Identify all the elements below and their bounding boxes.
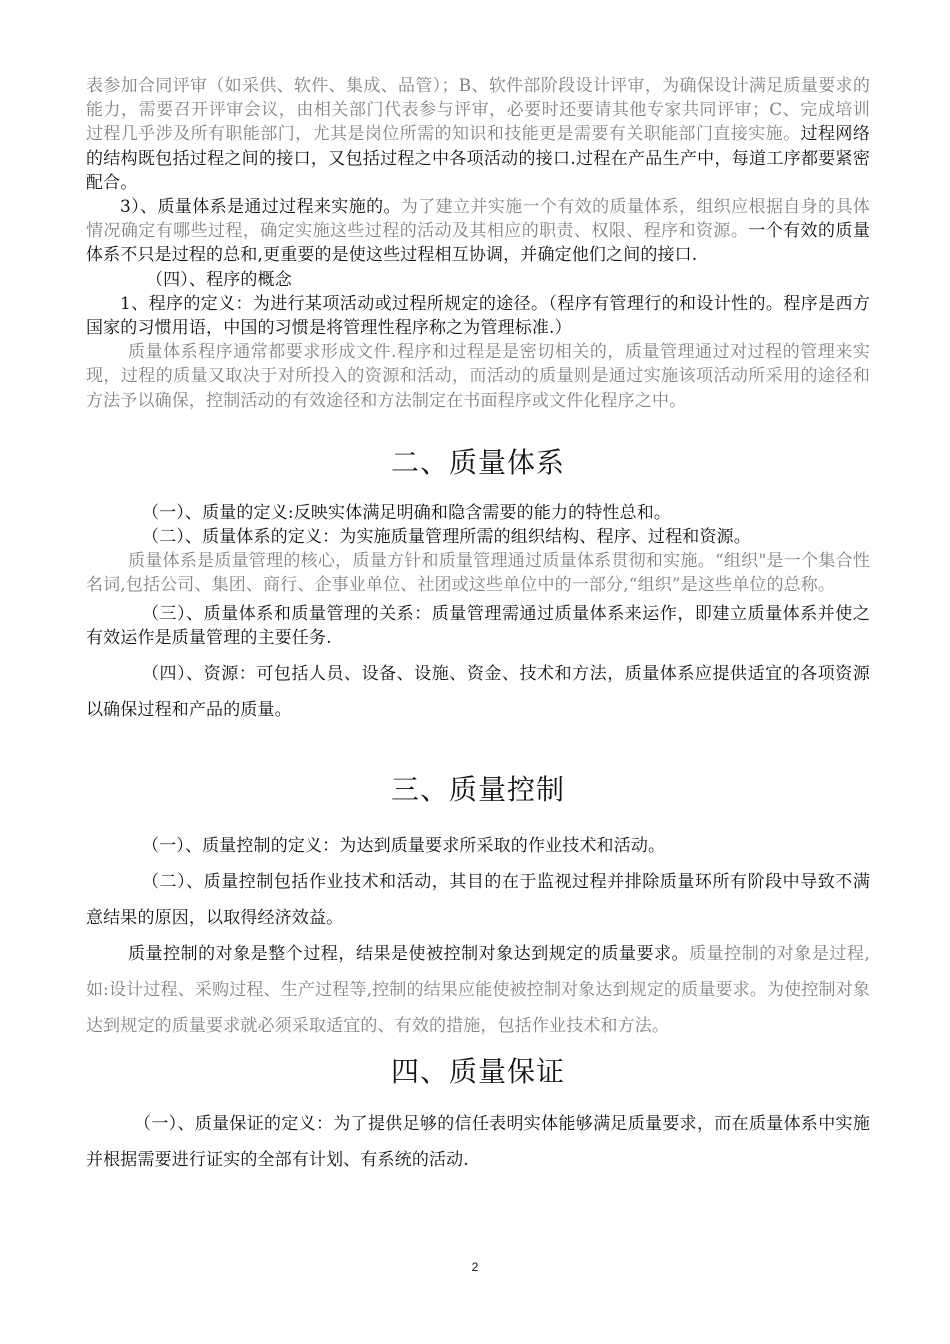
subheading: （四）、程序的概念 <box>146 269 292 290</box>
paragraph: （四）、资源：可包括人员、设备、设施、资金、技术和方法，质量体系应提供适宜的各项资源以确保过程和产品的质量。 <box>86 664 870 721</box>
paragraph-text-gray: 质量控制的对象是过程,如:设计过程、采购过程、生产过程等,控制的结果应能使被控制对象达到规定的质量要求。为使控制对象达到规定的质量要求就必须采取适宜的、有效的措施，包括作业技术和方法。 <box>86 944 870 1037</box>
paragraph-text: 过程网络的结构既包括过程之间的接口，又包括过程之中各项活动的接口.过程在产品生产中，每道工序都要紧密配合。 <box>86 124 870 193</box>
paragraph: （二）、质量体系的定义：为实施质量管理所需的组织结构、程序、过程和资源。 <box>142 527 751 548</box>
section-title: 三、质量控制 <box>390 773 565 807</box>
paragraph-text-gray: 为了建立并实施一个有效的质量体系，组织应根据自身的具体情况确定有哪些过程，确定实施这些过程的活动及其相应的职责、权限、程序和资源。 <box>86 197 870 242</box>
paragraph: （一）、质量控制的定义：为达到质量要求所采取的作业技术和活动。 <box>142 836 666 857</box>
paragraph: （一）、质量保证的定义：为了提供足够的信任表明实体能够满足质量要求，而在质量体系中实施并根据需要进行证实的全部有计划、有系统的活动. <box>86 1114 870 1171</box>
paragraph-text: 3）、质量体系是通过过程来实施的。 <box>120 197 401 218</box>
paragraph: （二）、质量控制包括作业技术和活动，其目的在于监视过程并排除质量环所有阶段中导致不满意结果的原因，以取得经济效益。 <box>86 872 870 929</box>
page-number: 2 <box>471 1260 479 1274</box>
paragraph: （一）、质量的定义:反映实体满足明确和隐含需要的能力的特性总和。 <box>142 502 672 523</box>
paragraph <box>86 195 870 268</box>
paragraph: 质量体系程序通常都要求形成文件.程序和过程是是密切相关的，质量管理通过对过程的管理来实现，过程的质量又取决于对所投入的资源和活动，而活动的质量则是通过实施该项活动所采用的途径和方法予以确保，控制活动的有效途径和方法制定在书面程序或文件化程序之中。 <box>86 342 870 411</box>
paragraph <box>86 74 870 195</box>
document-page <box>86 74 870 1178</box>
section-title: 四、质量保证 <box>390 1055 565 1089</box>
section-title: 二、质量体系 <box>390 445 565 479</box>
paragraph-text: 质量控制的对象是整个过程，结果是使被控制对象达到规定的质量要求。 <box>128 944 690 965</box>
paragraph: 质量体系是质量管理的核心，质量方针和质量管理通过质量体系贯彻和实施。“组织"是一个集合性名词,包括公司、集团、商行、企事业单位、社团或这些单位中的一部分,“组织”是这些单位的总称。 <box>86 551 870 596</box>
paragraph-text-gray: 表参加合同评审（如采供、软件、集成、品管）；B、软件部阶段设计评审，为确保设计满足质量要求的能力，需要召开评审会议，由相关部门代表参与评审，必要时还要请其他专家共同评审；C、完成培训过程几乎涉及所有职能部门，尤其是岗位所需的知识和技能更是需要有关职能部门直接实施。 <box>86 76 870 145</box>
paragraph <box>86 936 870 1044</box>
paragraph-text: 一个有效的质量体系不只是过程的总和,更重要的是使这些过程相互协调，并确定他们之间的接口. <box>86 221 870 266</box>
paragraph: （三）、质量体系和质量管理的关系：质量管理需通过质量体系来运作，即建立质量体系并使之有效运作是质量管理的主要任务. <box>86 603 870 648</box>
paragraph: 1、程序的定义：为进行某项活动或过程所规定的途径。（程序有管理行的和设计性的。程序是西方国家的习惯用语，中国的习惯是将管理性程序称之为管理标准.） <box>86 293 870 339</box>
